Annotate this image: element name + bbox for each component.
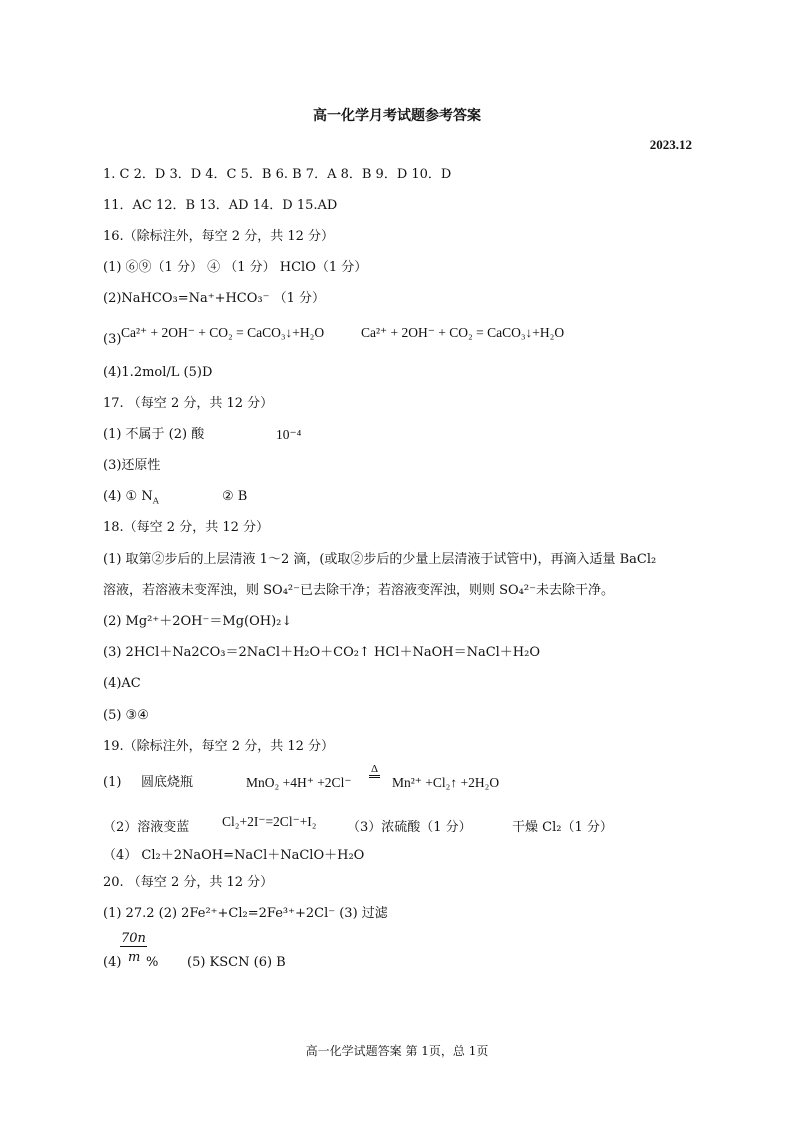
- choice-answers-row-1: 1. C 2．D 3．D 4．C 5．B 6. B 7．A 8．B 9．D 10．D: [103, 167, 452, 182]
- q20-fraction-numerator: 70n: [121, 931, 146, 946]
- q18-part-5: (5) ③④: [103, 708, 149, 723]
- q16-part-2: (2)NaHCO₃=Na⁺+HCO₃⁻ （1 分）: [103, 291, 326, 306]
- q17-heading: 17. （每空 2 分，共 12 分）: [103, 396, 274, 411]
- q16-heading: 16.（除标注外，每空 2 分，共 12 分）: [103, 229, 335, 244]
- q17-part-1-2: (1) 不属于 (2) 酸: [103, 427, 205, 442]
- q20-percent-sign: %: [146, 955, 159, 970]
- q19-part-1-heat-sign: Δ: [369, 763, 380, 778]
- q20-part-1-3: (1) 27.2 (2) 2Fe²⁺+Cl₂=2Fe³⁺+2Cl⁻ (3) 过滤: [103, 906, 388, 921]
- q19-part-2-equation: Cl₂+2I⁻=2Cl⁻+I₂: [222, 814, 317, 829]
- exam-date: 2023.12: [649, 137, 692, 152]
- q16-part-3-equation-repeat: Ca²⁺ + 2OH⁻ + CO₂ = CaCO₃↓+H₂O: [361, 325, 565, 340]
- q19-part-1-flask: 圆底烧瓶: [141, 775, 194, 790]
- q18-part-2: (2) Mg²⁺＋2OH⁻＝Mg(OH)₂↓: [103, 614, 293, 629]
- q16-part-4-5: (4)1.2mol/L (5)D: [103, 365, 213, 380]
- q19-part-4: （4） Cl₂＋2NaOH=NaCl＋NaClO＋H₂O: [103, 848, 365, 863]
- page-footer: 高一化学试题答案 第 1页，总 1页: [305, 1044, 489, 1058]
- q17-part-2-value: 10⁻⁴: [276, 427, 302, 442]
- q17-part-4-subscript: A: [152, 496, 159, 507]
- q18-part-3: (3) 2HCl＋Na2CO₃＝2NaCl＋H₂O＋CO₂↑ HCl＋NaOH＝NaCl＋H₂O: [103, 645, 541, 660]
- q18-heading: 18.（每空 2 分，共 12 分）: [103, 520, 270, 535]
- q16-part-3-equation: Ca²⁺ + 2OH⁻ + CO₂ = CaCO₃↓+H₂O: [121, 325, 325, 340]
- q19-part-1-equation-left: MnO₂ +4H⁺ +2Cl⁻: [246, 775, 352, 790]
- choice-answers-row-2: 11．AC 12．B 13．AD 14．D 15.AD: [103, 198, 338, 213]
- q19-part-3: （3）浓硫酸（1 分）: [347, 820, 472, 835]
- page-title: 高一化学月考试题参考答案: [313, 108, 481, 124]
- q20-part-4-label: (4): [103, 955, 122, 970]
- q18-part-4: (4)AC: [103, 676, 141, 691]
- q20-heading: 20. （每空 2 分，共 12 分）: [103, 875, 274, 890]
- q19-part-2: （2）溶液变蓝: [103, 820, 190, 835]
- q19-part-3-b: 干燥 Cl₂（1 分）: [512, 820, 613, 835]
- q20-fraction-denominator: m: [128, 950, 141, 965]
- q16-part-1: (1) ⑥⑨（1 分） ④ （1 分） HClO（1 分）: [103, 260, 368, 275]
- q16-part-3-label: (3): [103, 332, 122, 347]
- q20-part-5-6: (5) KSCN (6) B: [187, 955, 286, 970]
- q17-part-4: [103, 489, 159, 505]
- q17-part-4-b: ② B: [222, 489, 248, 504]
- q17-part-4-label: (4) ① N: [103, 489, 153, 504]
- q19-part-1-equation-right: Mn²⁺ +Cl₂↑ +2H₂O: [392, 775, 500, 790]
- q19-part-1-label: (1): [103, 775, 122, 790]
- q18-part-1-line-1: (1) 取第②步后的上层清液 1～2 滴，(或取②步后的少量上层清液于试管中)，再滴入适量 BaCl₂: [103, 552, 657, 567]
- q17-part-3: (3)还原性: [103, 458, 161, 473]
- q18-part-1-line-2: 溶液，若溶液未变浑浊，则 SO₄²⁻已去除干净；若溶液变浑浊，则则 SO₄²⁻未去除干净。: [103, 583, 614, 598]
- q19-heading: 19.（除标注外，每空 2 分，共 12 分）: [103, 739, 335, 754]
